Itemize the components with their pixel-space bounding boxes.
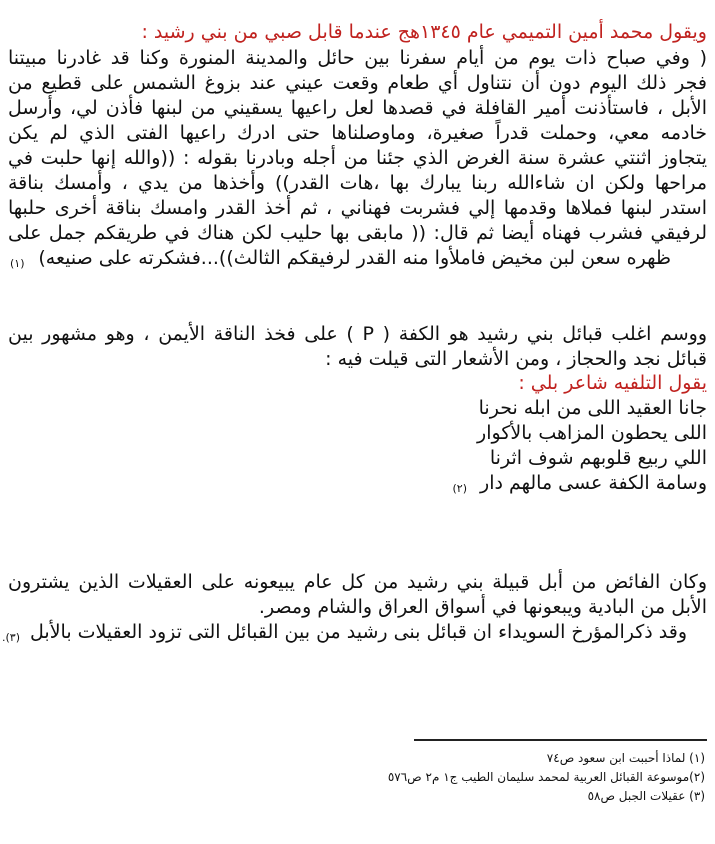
footnote-item: (٢)موسوعة القبائل العربية لمحمد سليمان الطيب ج١ م٢ ص٥٧٦ [387, 770, 705, 784]
story-line: فجر ذلك اليوم دون أن نتناول أي طعام وقعت عيني عند بزوغ الشمس على قطيع من [8, 72, 707, 94]
footnote-ref-1: (١) [10, 257, 25, 270]
story-line: استدر لبنها فملاها وقدمها إلي فشربت فهناني ، ثم أخذ القدر وامسك بناقة أخرى حلبها [8, 197, 707, 219]
poem-verse: اللي ربيع قلوبهم شوف اثرنا [489, 447, 707, 469]
story-line: الأبل ، فاستأذنت أمير القافلة في قصدها لعل راعيها يسقيني من لبنها فأذن لي، وأرسل [8, 97, 707, 119]
poem-verse: اللى يحطون المزاهب بالأكوار [477, 422, 707, 444]
poem-heading: يقول التلفيه شاعر بلي : [518, 372, 707, 394]
trade-line: الأبل من البادية ويبعونها في أسواق العراق والشام ومصر. [258, 596, 707, 618]
footnote-ref-3: (٣). [2, 631, 21, 644]
story-line: لرفيقي فشرب فهناه أيضا ثم قال: (( مابقى بها حليب لكن هناك في طريقكم جمل على [8, 222, 707, 244]
trade-line: وكان الفائض من أبل قبيلة بني رشيد من كل عام يبيعونه على العقيلات الذين يشترون [8, 571, 707, 593]
poem-verse-last: وسامة الكفة عسى مالهم دار [480, 472, 707, 494]
story-line: يتجاوز اثنتي عشرة سنة الغرض الذي جئنا من أجله وبادرنا بقوله : ((والله إنها حلبت في [8, 147, 707, 169]
story-line: خادمه معي، وحملت قدراً صغيرة، وماوصلناها حتى ادرك راعيها الفتى الذي لم يكن [8, 122, 707, 144]
story-line: مراحها ولكن ان شاءالله ربنا يبارك بها ،هات القدر)) وأخذها من يدي ، وأمسك بناقة [8, 172, 707, 194]
brand-line: ووسم اغلب قبائل بني رشيد هو الكفة ( P ) على فخذ الناقة الأيمن ، وهو مشهور بين [8, 323, 707, 345]
footnote-ref-2: (٢) [452, 482, 467, 495]
footnote-item: (٣) عقيلات الجبل ص٥٨ [587, 789, 705, 803]
poem-verse: جانا العقيد اللى من ابله نحرنا [478, 397, 707, 419]
brand-line: قبائل نجد والحجاز ، ومن الأشعار التى قيلت فيه : [325, 348, 707, 370]
footnote-item: (١) لماذا أحببت ابن سعود ص٧٤ [546, 751, 705, 765]
footnote-divider [414, 739, 707, 741]
story-line: ( وفي صباح ذات يوم من أيام سفرنا بين حائل والمدينة المنورة وكنا قد غادرنا مبيتنا [8, 47, 707, 69]
trade-line-last: وقد ذكرالمؤرخ السويداء ان قبائل بنى رشيد من بين القبائل التى تزود العقيلات بالأبل [30, 621, 687, 643]
story-line-last: ظهره سعن لبن مخيض فاملأوا منه القدر لرفيقكم الثالث))...فشكرته على صنيعه) [38, 247, 671, 269]
story-heading: ويقول محمد أمين التميمي عام ١٣٤٥هج عندما قابل صبي من بني رشيد : [141, 21, 707, 43]
